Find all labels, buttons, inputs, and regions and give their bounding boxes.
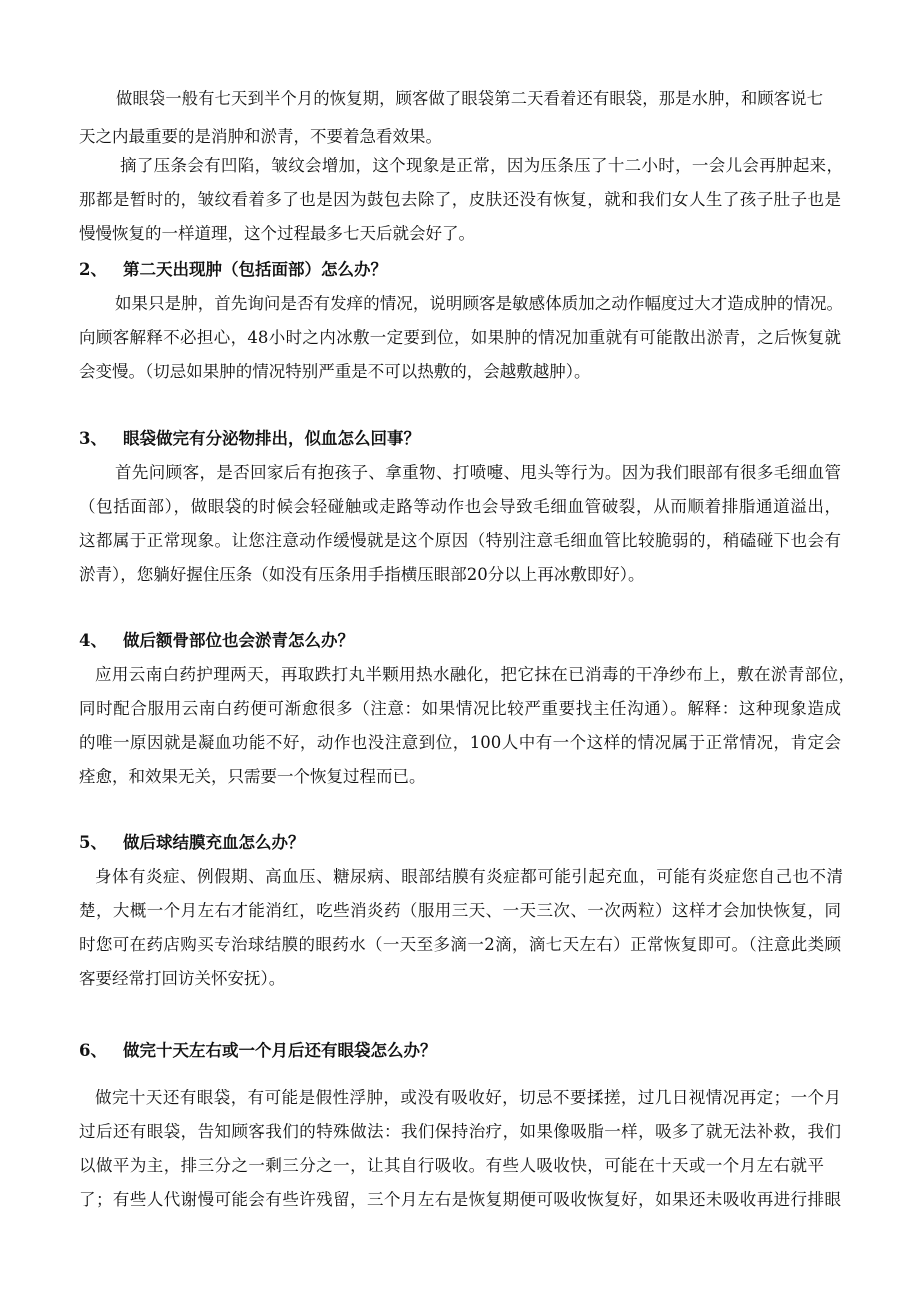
section-6-line-2: 过后还有眼袋，告知顾客我们的特殊做法：我们保持治疗，如果像吸脂一样，吸多了就无法补救，我们 bbox=[79, 1122, 841, 1141]
section-4-title: 做后额骨部位也会淤青怎么办？ bbox=[123, 631, 354, 650]
intro-p2-line-1: 摘了压条会有凹陷，皱纹会增加，这个现象是正常，因为压条压了十二小时，一会儿会再肿起来， bbox=[120, 156, 843, 175]
section-3-line-4: 淤青），您躺好握住压条（如没有压条用手指横压眼部20分以上再冰敷即好）。 bbox=[79, 565, 645, 584]
section-6-line-4: 了；有些人代谢慢可能会有些许残留，三个月左右是恢复期便可吸收恢复好，如果还未吸收再进行排眼 bbox=[79, 1190, 841, 1209]
section-5-line-3: 时您可在药店购买专治球结膜的眼药水（一天至多滴一2滴，滴七天左右）正常恢复即可。（注意此类顾 bbox=[79, 935, 841, 954]
section-5-title: 做后球结膜充血怎么办？ bbox=[123, 833, 305, 852]
intro-p1-line-1: 做眼袋一般有七天到半个月的恢复期，顾客做了眼袋第二天看着还有眼袋，那是水肿，和顾客说七 bbox=[116, 89, 823, 108]
section-2-number: 2、 bbox=[79, 260, 107, 279]
section-5-line-1: 身体有炎症、例假期、高血压、糖尿病、眼部结膜有炎症都可能引起充血，可能有炎症您自己也不清 bbox=[95, 867, 843, 886]
section-3-line-1: 首先问顾客，是否回家后有抱孩子、拿重物、打喷嚏、甩头等行为。因为我们眼部有很多毛细血管 bbox=[115, 463, 841, 482]
section-2-heading bbox=[79, 259, 387, 281]
section-6-title: 做完十天左右或一个月后还有眼袋怎么办？ bbox=[123, 1041, 437, 1060]
section-2-line-2: 向顾客解释不必担心，48小时之内冰敷一定要到位，如果肿的情况加重就有可能散出淤青，之后恢复就 bbox=[79, 328, 841, 347]
section-6-heading bbox=[79, 1040, 437, 1062]
section-2-line-3: 会变慢。（切忌如果肿的情况特别严重是不可以热敷的，会越敷越肿）。 bbox=[79, 362, 591, 381]
section-4-line-4: 痊愈，和效果无关，只需要一个恢复过程而已。 bbox=[79, 767, 426, 786]
section-4-heading bbox=[79, 630, 354, 652]
section-6-line-3: 以做平为主，排三分之一剩三分之一，让其自行吸收。有些人吸收快，可能在十天或一个月左右就平 bbox=[79, 1156, 824, 1175]
section-5-number: 5、 bbox=[79, 833, 107, 852]
intro-p2-line-3: 慢慢恢复的一样道理，这个过程最多七天后就会好了。 bbox=[79, 224, 475, 243]
intro-p2-line-2: 那都是暂时的，皱纹看着多了也是因为鼓包去除了，皮肤还没有恢复，就和我们女人生了孩子肚子也是 bbox=[79, 190, 841, 209]
section-5-heading bbox=[79, 832, 305, 854]
section-2-title: 第二天出现肿（包括面部）怎么办？ bbox=[123, 260, 387, 279]
section-3-number: 3、 bbox=[79, 429, 107, 448]
section-3-line-3: 这都属于正常现象。让您注意动作缓慢就是这个原因（特别注意毛细血管比较脆弱的，稍磕碰下也会有 bbox=[79, 531, 841, 550]
section-2-line-1: 如果只是肿，首先询问是否有发痒的情况，说明顾客是敏感体质加之动作幅度过大才造成肿的情况。 bbox=[115, 294, 843, 313]
intro-p1-line-2: 天之内最重要的是消肿和淤青，不要着急看效果。 bbox=[79, 127, 442, 146]
section-5-line-4: 客要经常打回访关怀安抚）。 bbox=[79, 969, 286, 988]
section-4-line-3: 的唯一原因就是凝血功能不好，动作也没注意到位，100人中有一个这样的情况属于正常情况，肯定会 bbox=[79, 733, 841, 752]
section-5-line-2: 楚，大概一个月左右才能消红，吃些消炎药（服用三天、一天三次、一次两粒）这样才会加快恢复，同 bbox=[79, 901, 841, 920]
section-4-line-2: 同时配合服用云南白药便可渐愈很多（注意：如果情况比较严重要找主任沟通）。解释：这种现象造成 bbox=[79, 699, 841, 718]
section-4-line-1: 应用云南白药护理两天，再取跌打丸半颗用热水融化，把它抹在已消毒的干净纱布上，敷在淤青部位， bbox=[95, 665, 855, 684]
section-4-number: 4、 bbox=[79, 631, 107, 650]
section-6-number: 6、 bbox=[79, 1041, 107, 1060]
section-6-line-1: 做完十天还有眼袋，有可能是假性浮肿，或没有吸收好，切忌不要揉搓，过几日视情况再定；一个月 bbox=[95, 1088, 841, 1107]
section-3-line-2: （包括面部），做眼袋的时候会轻碰触或走路等动作也会导致毛细血管破裂，从而顺着排脂通道溢出， bbox=[79, 497, 841, 516]
section-3-heading bbox=[79, 428, 420, 450]
section-3-title: 眼袋做完有分泌物排出，似血怎么回事？ bbox=[123, 429, 420, 448]
